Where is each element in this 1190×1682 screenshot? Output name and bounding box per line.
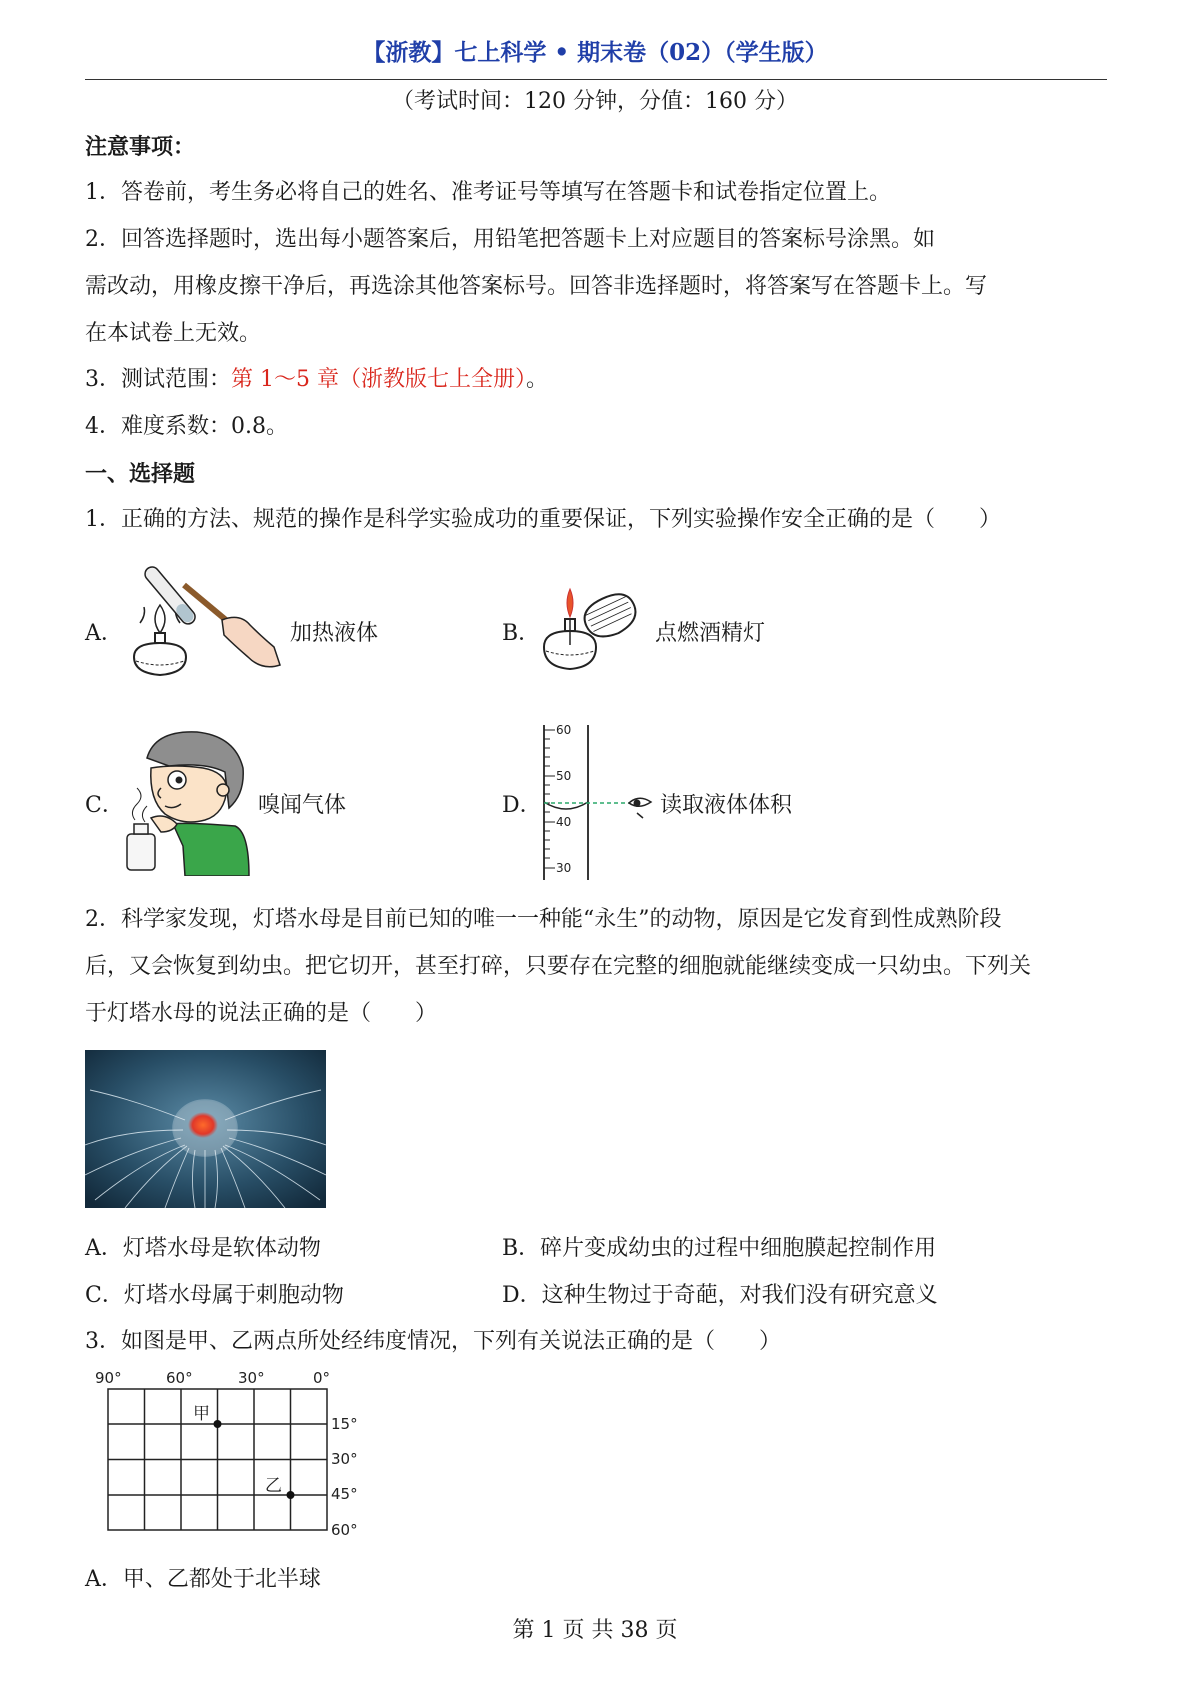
section-heading: 一、选择题	[85, 461, 196, 487]
grid-label-60: 60°	[166, 1369, 193, 1387]
question-3-stem: 3．如图是甲、乙两点所处经纬度情况，下列有关说法正确的是（ ）	[85, 1329, 781, 1354]
grid-label-0: 0°	[313, 1369, 331, 1387]
test-tube-heating-icon	[122, 565, 292, 700]
notes-heading: 注意事项：	[85, 134, 196, 160]
question-2-stem-line-3: 于灯塔水母的说法正确的是（ ）	[85, 1001, 438, 1026]
note-item-4: 4．难度系数：0.8。	[85, 414, 288, 439]
document-title: 【浙教】七上科学 • 期末卷（02）（学生版）	[362, 39, 828, 66]
exam-info: （考试时间：120 分钟，分值：160 分）	[392, 89, 798, 114]
note-item-1: 1．答卷前，考生务必将自己的姓名、准考证号等填写在答题卡和试卷指定位置上。	[85, 180, 891, 205]
grid-label-30-lat: 30°	[331, 1450, 358, 1468]
header-divider	[85, 79, 1107, 80]
smelling-gas-icon	[125, 728, 260, 876]
q1-option-a-caption: 加热液体	[290, 621, 379, 646]
grid-label-45: 45°	[331, 1485, 358, 1503]
point-yi-marker	[287, 1491, 295, 1499]
q1-option-a-label: A．	[85, 621, 123, 646]
note-item-3	[85, 365, 548, 395]
cylinder-tick-60: 60	[556, 723, 572, 737]
note-item-3-suffix: 。	[525, 367, 548, 392]
jellyfish-photo	[85, 1050, 326, 1208]
q1-option-c-caption: 嗅闻气体	[258, 793, 347, 818]
note-item-2-line-3: 在本试卷上无效。	[85, 321, 262, 346]
q1-option-b-label: B．	[502, 621, 541, 646]
cylinder-tick-40: 40	[556, 815, 572, 829]
q1-option-b-caption: 点燃酒精灯	[655, 621, 766, 646]
page-number: 第 1 页 共 38 页	[512, 1618, 678, 1643]
question-1-stem: 1．正确的方法、规范的操作是科学实验成功的重要保证，下列实验操作安全正确的是（ ）	[85, 507, 1002, 532]
lighting-alcohol-lamp-icon	[540, 575, 650, 685]
question-2-stem-line-2: 后，又会恢复到幼虫。把它切开，甚至打碎，只要存在完整的细胞就能继续变成一只幼虫。下列关	[85, 954, 1032, 979]
test-range: 第 1～5 章（浙教版七上全册）	[231, 367, 526, 392]
q2-option-c: C．灯塔水母属于刺胞动物	[85, 1283, 344, 1308]
q2-option-b: B．碎片变成幼虫的过程中细胞膜起控制作用	[502, 1236, 937, 1261]
grid-label-30: 30°	[238, 1369, 265, 1387]
grid-label-90: 90°	[95, 1369, 122, 1387]
q2-option-a: A．灯塔水母是软体动物	[85, 1236, 321, 1261]
grid-label-60-lat: 60°	[331, 1521, 358, 1539]
q1-option-d-label: D．	[502, 793, 542, 818]
point-jia-marker	[214, 1420, 222, 1428]
question-2-stem-line-1: 2．科学家发现，灯塔水母是目前已知的唯一一种能“永生”的动物，原因是它发育到性成熟阶段	[85, 907, 1002, 932]
grid-label-15: 15°	[331, 1415, 358, 1433]
q3-option-a: A．甲、乙都处于北半球	[85, 1567, 321, 1592]
q2-option-d: D．这种生物过于奇葩，对我们没有研究意义	[502, 1283, 938, 1308]
q1-option-d-caption: 读取液体体积	[660, 793, 793, 818]
cylinder-tick-30: 30	[556, 861, 572, 875]
point-jia-label: 甲	[193, 1404, 210, 1424]
note-item-2-line-2: 需改动，用橡皮擦干净后，再选涂其他答案标号。回答非选择题时，将答案写在答题卡上。写	[85, 274, 988, 299]
lat-long-grid	[88, 1365, 368, 1545]
reading-cylinder-icon	[535, 720, 665, 885]
q1-option-c-label: C．	[85, 793, 124, 818]
cylinder-tick-50: 50	[556, 769, 572, 783]
point-yi-label: 乙	[265, 1476, 282, 1496]
note-item-2-line-1: 2．回答选择题时，选出每小题答案后，用铅笔把答题卡上对应题目的答案标号涂黑。如	[85, 227, 935, 252]
note-item-3-prefix: 3．测试范围：	[85, 367, 231, 392]
